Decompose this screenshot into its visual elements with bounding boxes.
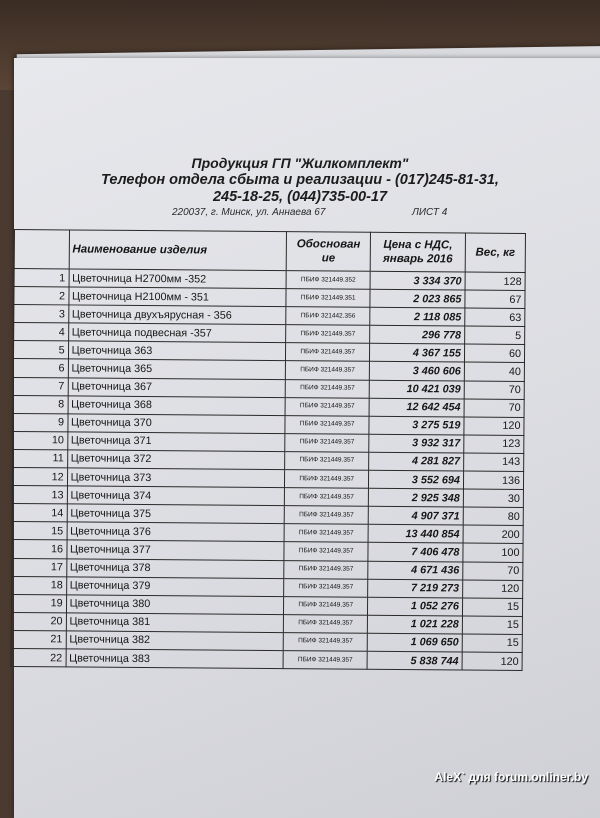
row-number: 20: [11, 612, 66, 631]
basis-code: ПБИФ 321449.357: [285, 379, 369, 398]
basis-code: ПБИФ 321449.357: [285, 361, 369, 380]
col-header-basis: Обоснован ие: [286, 232, 370, 272]
price-cell: 3 334 370: [370, 271, 465, 290]
basis-code: ПБИФ 321449.357: [284, 578, 368, 597]
row-number: 3: [14, 305, 69, 324]
company-title: Продукция ГП "Жилкомплект": [191, 155, 409, 171]
price-cell: 296 778: [370, 326, 465, 345]
product-name: Цветочница 371: [67, 432, 285, 452]
basis-code: ПБИФ 321449.357: [285, 415, 369, 434]
product-name: Цветочница подвесная -357: [68, 323, 286, 343]
row-number: 17: [12, 558, 67, 577]
weight-cell: 136: [463, 471, 523, 490]
product-name: Цветочница 365: [68, 359, 286, 379]
weight-cell: 128: [465, 272, 525, 291]
weight-cell: 70: [463, 562, 523, 581]
col-header-number: [14, 230, 69, 269]
price-cell: 12 642 454: [369, 398, 464, 417]
weight-cell: 120: [462, 652, 522, 671]
basis-code: ПБИФ 321449.357: [285, 397, 369, 416]
weight-cell: 143: [464, 453, 524, 472]
product-name: Цветочница Н2700мм -352: [69, 269, 287, 289]
weight-cell: 120: [463, 580, 523, 599]
row-number: 6: [13, 359, 68, 378]
row-number: 12: [12, 468, 67, 487]
price-table: [11, 229, 526, 671]
row-number: 15: [12, 522, 67, 541]
col-header-price: Цена с НДС, январь 2016: [370, 232, 465, 272]
weight-cell: 80: [463, 507, 523, 526]
price-cell: 7 406 478: [368, 543, 463, 562]
product-name: Цветочница 382: [66, 631, 284, 651]
row-number: 8: [13, 395, 68, 414]
price-cell: 1 069 650: [367, 633, 462, 652]
product-name: Цветочница 378: [66, 558, 284, 578]
weight-cell: 60: [464, 344, 524, 363]
price-cell: 4 671 436: [368, 561, 463, 580]
phone-line-1: Телефон отдела сбыта и реализации - (017)245-81-31,: [101, 172, 499, 188]
weight-cell: 67: [465, 290, 525, 309]
basis-code: ПБИФ 321449.357: [284, 506, 368, 525]
row-number: 9: [13, 413, 68, 432]
table-header-row: [14, 230, 525, 273]
row-number: 16: [12, 540, 67, 559]
product-name: Цветочница 374: [67, 486, 285, 506]
product-name: Цветочница двухъярусная - 356: [68, 305, 286, 325]
address: 220037, г. Минск, ул. Аннаева 67: [172, 207, 326, 218]
row-number: 10: [13, 431, 68, 450]
row-number: 4: [14, 323, 69, 342]
product-name: Цветочница 376: [67, 522, 285, 542]
product-name: Цветочница 381: [66, 613, 284, 633]
weight-cell: 200: [463, 525, 523, 544]
price-cell: 3 460 606: [370, 362, 465, 381]
weight-cell: 15: [462, 634, 522, 653]
row-number: 5: [13, 341, 68, 360]
product-name: Цветочница 383: [66, 649, 284, 669]
weight-cell: 123: [464, 435, 524, 454]
basis-code: ПБИФ 321449.357: [283, 651, 367, 670]
product-name: Цветочница 375: [67, 504, 285, 524]
weight-cell: 120: [464, 417, 524, 436]
price-cell: 4 367 155: [370, 344, 465, 363]
price-cell: 10 421 039: [369, 380, 464, 399]
basis-code: ПБИФ 321449.357: [286, 325, 370, 344]
price-cell: 2 023 865: [370, 289, 465, 308]
product-name: Цветочница 377: [66, 540, 284, 560]
row-number: 21: [11, 630, 66, 649]
row-number: 18: [12, 576, 67, 595]
price-cell: 2 118 085: [370, 307, 465, 326]
price-cell: 1 052 276: [368, 597, 463, 616]
row-number: 11: [13, 449, 68, 468]
row-number: 14: [12, 504, 67, 523]
product-name: Цветочница 372: [67, 450, 285, 470]
sheet-number: ЛИСТ 4: [412, 207, 448, 218]
row-number: 1: [14, 269, 69, 288]
weight-cell: 63: [465, 308, 525, 327]
product-name: Цветочница Н2100мм - 351: [68, 287, 286, 307]
basis-code: ПБИФ 321449.352: [286, 271, 370, 290]
basis-code: ПБИФ 321449.357: [284, 524, 368, 543]
price-cell: 7 219 273: [368, 579, 463, 598]
basis-code: ПБИФ 321449.357: [284, 488, 368, 507]
weight-cell: 70: [464, 381, 524, 400]
basis-code: ПБИФ 321449.357: [285, 452, 369, 471]
price-cell: 13 440 854: [368, 525, 463, 544]
price-cell: 4 907 371: [368, 507, 463, 526]
col-header-weight: Вес, кг: [465, 233, 525, 272]
price-cell: 1 021 228: [368, 615, 463, 634]
basis-code: ПБИФ 321449.357: [285, 433, 369, 452]
row-number: 13: [12, 486, 67, 505]
weight-cell: 30: [463, 489, 523, 508]
price-cell: 4 281 827: [369, 452, 464, 471]
basis-code: ПБИФ 321442.356: [286, 307, 370, 326]
phone-line-2: 245-18-25, (044)735-00-17: [212, 189, 388, 205]
row-number: 22: [11, 648, 66, 667]
product-name: Цветочница 368: [68, 396, 286, 416]
basis-code: ПБИФ 321449.357: [283, 633, 367, 652]
table-row: [11, 648, 522, 670]
weight-cell: 70: [464, 399, 524, 418]
forum-watermark: AleX` для forum.onliner.by: [434, 770, 588, 784]
row-number: 2: [14, 287, 69, 306]
basis-code: ПБИФ 321449.357: [284, 596, 368, 615]
price-cell: 3 932 317: [369, 434, 464, 453]
basis-code: ПБИФ 321449.357: [286, 343, 370, 362]
row-number: 19: [11, 594, 66, 613]
price-cell: 3 275 519: [369, 416, 464, 435]
price-cell: 3 552 694: [369, 470, 464, 489]
col-header-name: Наименование изделия: [69, 230, 287, 271]
product-name: Цветочница 363: [68, 341, 286, 361]
weight-cell: 40: [464, 363, 524, 382]
weight-cell: 15: [462, 598, 522, 617]
price-cell: 5 838 744: [367, 651, 462, 670]
product-name: Цветочница 370: [67, 414, 285, 434]
basis-code: ПБИФ 321449.351: [286, 289, 370, 308]
weight-cell: 5: [465, 326, 525, 345]
basis-code: ПБИФ 321449.357: [284, 560, 368, 579]
price-cell: 2 925 348: [369, 488, 464, 507]
product-name: Цветочница 373: [67, 468, 285, 488]
product-name: Цветочница 380: [66, 595, 284, 615]
row-number: 7: [13, 377, 68, 396]
basis-code: ПБИФ 321449.357: [285, 470, 369, 489]
weight-cell: 15: [462, 616, 522, 635]
product-name: Цветочница 379: [66, 577, 284, 597]
basis-code: ПБИФ 321449.357: [283, 614, 367, 633]
basis-code: ПБИФ 321449.357: [284, 542, 368, 561]
weight-cell: 100: [463, 543, 523, 562]
product-name: Цветочница 367: [68, 377, 286, 397]
